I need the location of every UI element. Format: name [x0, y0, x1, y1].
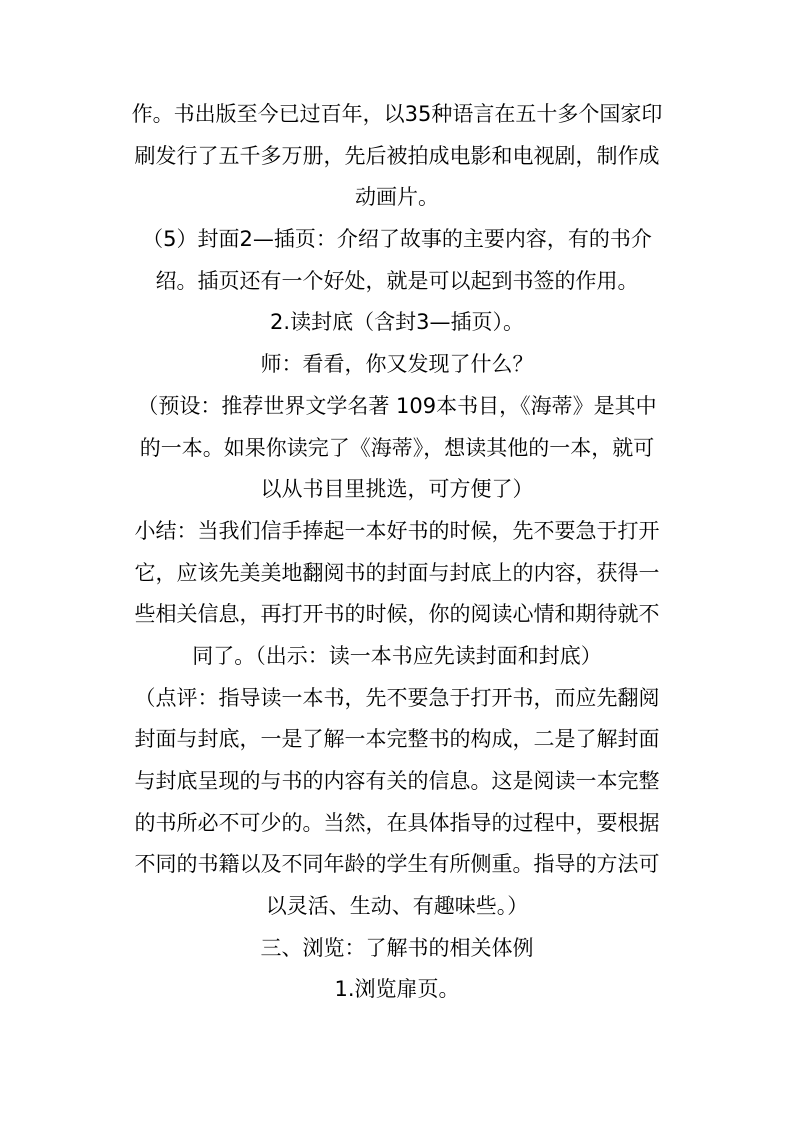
text-line: 的书所必不可少的。当然，在具体指导的过程中，要根据 [134, 810, 660, 835]
text-line: 动画片。 [355, 185, 439, 210]
text-line: 的一本。如果你读完了《海蒂》，想读其他的一本，就可 [139, 435, 655, 460]
section-heading: 2.读封底（含封3—插页）。 [270, 310, 524, 335]
text-line: 不同的书籍以及不同年龄的学生有所侧重。指导的方法可 [134, 852, 660, 877]
text-line: 些相关信息，再打开书的时候，你的阅读心情和期待就不 [134, 602, 660, 627]
section-heading: 1.浏览扉页。 [334, 977, 460, 1002]
text-line: 与封底呈现的与书的内容有关的信息。这是阅读一本完整 [134, 769, 660, 793]
text-line: 它，应该先美美地翻阅书的封面与封底上的内容，获得一 [134, 560, 660, 585]
text-line: 小结：当我们信手捧起一本好书的时候，先不要急于打开 [134, 518, 660, 543]
text-line: 同了。（出示：读一本书应先读封面和封底） [192, 643, 602, 668]
text-line: 刷发行了五千多万册，先后被拍成电影和电视剧，制作成 [134, 143, 660, 168]
text-line: 以灵活、生动、有趣味些。） [265, 894, 529, 919]
text-line: （预设：推荐世界文学名著 109本书目，《海蒂》是其中 [137, 393, 657, 418]
text-line: 师：看看，你又发现了什么？ [260, 352, 534, 377]
text-line: 以从书目里挑选，可方便了） [260, 477, 534, 502]
text-line: （5）封面2—插页：介绍了故事的主要内容，有的书介 [142, 227, 652, 252]
document-body [128, 94, 666, 1011]
text-line: （点评：指导读一本书，先不要急于打开书，而应先翻阅 [134, 685, 660, 710]
text-line: 封面与封底，一是了解一本完整书的构成，二是了解封面 [134, 727, 660, 752]
section-heading: 三、浏览：了解书的相关体例 [260, 935, 534, 960]
text-line: 作。书出版至今已过百年，以35种语言在五十多个国家印 [131, 102, 663, 126]
text-line: 绍。插页还有一个好处，就是可以起到书签的作用。 [155, 268, 639, 293]
